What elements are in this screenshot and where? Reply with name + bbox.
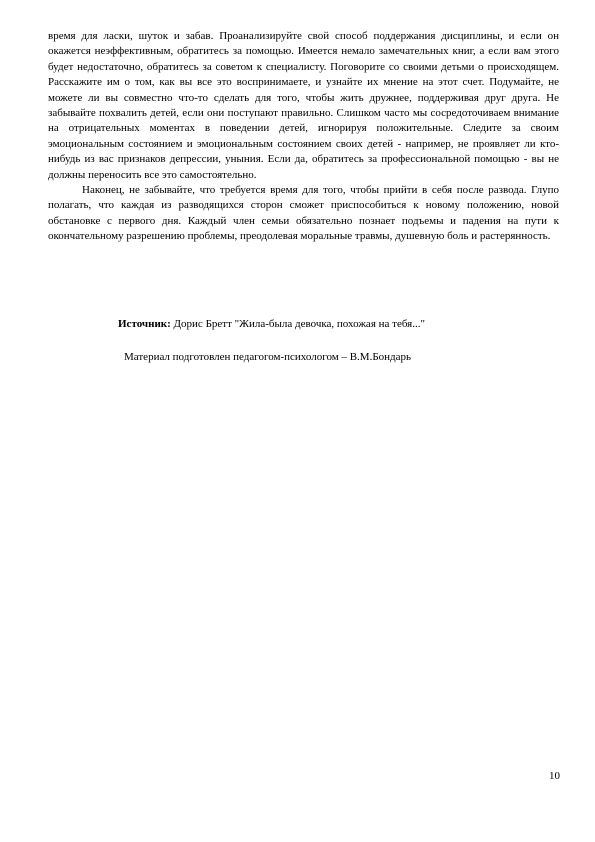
- author-note: Материал подготовлен педагогом-психологом – В.М.Бондарь: [124, 351, 412, 363]
- body-text: [48, 29, 559, 245]
- source-text: Дорис Бретт "Жила-была девочка, похожая на тебя...": [170, 318, 425, 330]
- paragraph-continuation: время для ласки, шуток и забав. Проанализируйте свой способ поддержания дисциплины, и если он окажется неэффективным, обратитесь за помощью. Имеется немало замечательных книг, а если вам этого будет недостаточно, обратитесь за советом к специалисту. Поговорите со своими детьми о происходящем. Расскажите им о том, как вы все это воспринимаете, и узнайте их мнение на этот счет. Подумайте, не можете ли вы совместно что-то сделать для того, чтобы жить дружнее, поддерживая друг друга. Не забывайте похвалить детей, если они поступают правильно. Слишком часто мы сосредоточиваем внимание на отрицательных моментах в поведении детей, игнорируя положительные. Следите за своим эмоциональным состоянием и эмоциональным состоянием своих детей - например, не проявляет ли кто-нибудь из вас признаков депрессии, уныния. Если да, обратитесь за профессиональной помощью - вы не должны переносить все это самостоятельно.: [48, 30, 559, 181]
- source-label: Источник:: [118, 318, 171, 330]
- page-number: 10: [549, 770, 560, 782]
- source-citation: [118, 317, 558, 332]
- paragraph-conclusion: Наконец, не забывайте, что требуется время для того, чтобы прийти в себя после развода. Глупо полагать, что каждая из разводящихся сторон сможет приспособиться к новому положению, новой обстановке с первого дня. Каждый член семьи обязательно познает подъемы и падения на пути к окончательному разрешению проблемы, преодолевая моральные травмы, душевную боль и растерянность.: [48, 184, 559, 243]
